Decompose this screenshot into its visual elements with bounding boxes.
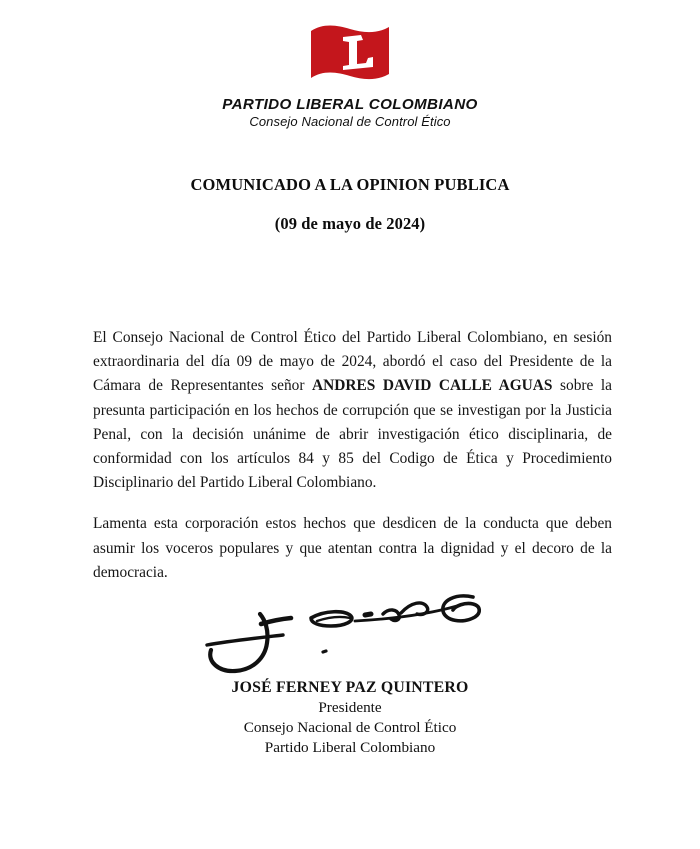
document-body	[93, 326, 612, 585]
paragraph-1	[93, 326, 612, 495]
document-date: (09 de mayo de 2024)	[274, 214, 426, 233]
liberal-party-flag-logo	[307, 22, 393, 88]
paragraph-2: Lamenta esta corporación estos hechos que desdicen de la conducta que deben asumir los voceros populares y que atentan contra la dignidad y el decoro de la democracia.	[93, 515, 612, 581]
letterhead	[0, 22, 700, 129]
signatory-organization-council: Consejo Nacional de Control Ético	[243, 719, 457, 736]
page-title: COMUNICADO A LA OPINION PUBLICA	[190, 175, 510, 194]
signature-block	[0, 678, 700, 758]
highlighted-person-name: ANDRES DAVID CALLE AGUAS	[312, 377, 553, 395]
signatory-organization-party: Partido Liberal Colombiano	[264, 739, 436, 756]
paragraph-1-part-1: El Consejo Nacional de Control Ético del Partido Liberal Colombiano, en sesión extraordinaria del día 09 de mayo de 2024, abordó el caso del Presidente de la Cámara de Representantes señor	[93, 329, 612, 395]
organization-name: PARTIDO LIBERAL COLOMBIANO	[222, 96, 478, 113]
signatory-name: JOSÉ FERNEY PAZ QUINTERO	[231, 679, 469, 696]
handwritten-signature	[0, 588, 700, 680]
organization-subtitle: Consejo Nacional de Control Ético	[249, 114, 451, 129]
signatory-role: Presidente	[318, 699, 382, 716]
paragraph-1-part-2: sobre la presunta participación en los hechos de corrupción que se investigan por la Justicia Penal, con la decisión unánime de abrir investigación ético disciplinaria, de conformidad con los artículos 84 y 85 del Codigo de Ética y Procedimiento Disciplinario del Partido Liberal Colombiano.	[93, 377, 612, 492]
